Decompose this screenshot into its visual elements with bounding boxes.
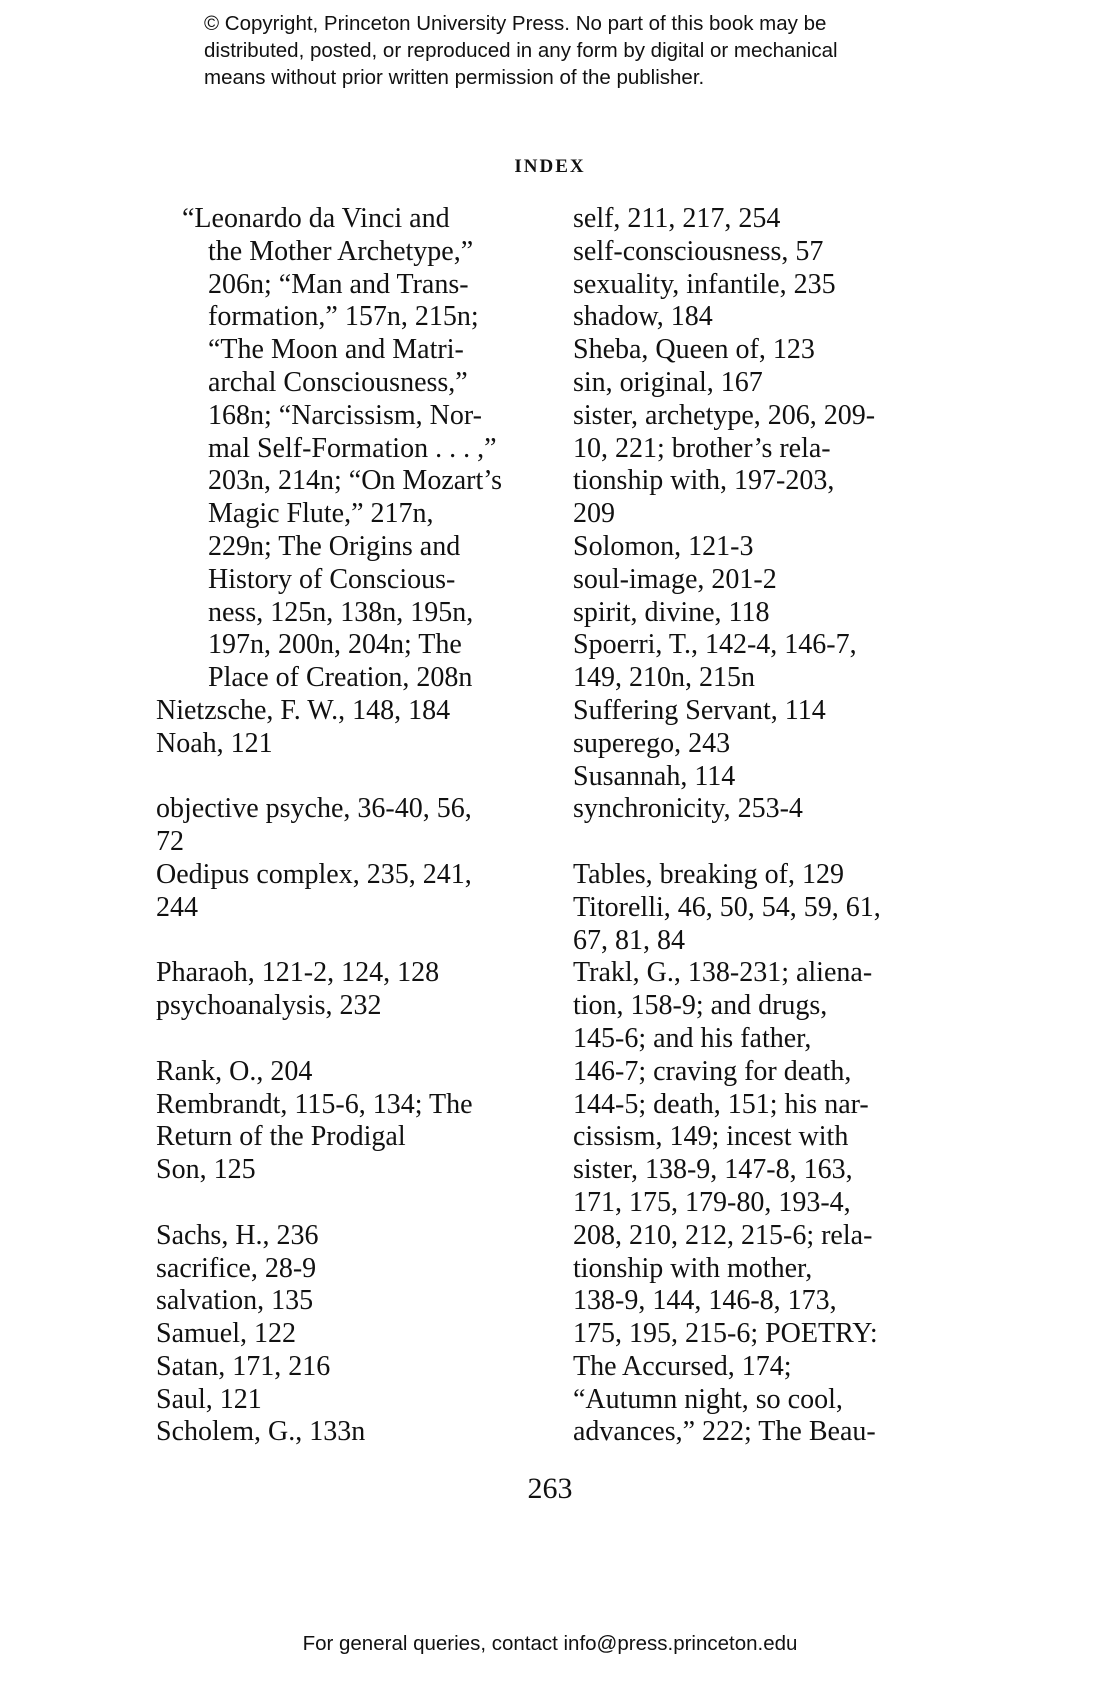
index-line: sacrifice, 28-9	[156, 1252, 317, 1284]
index-line: Nietzsche, F. W., 148, 184	[156, 694, 451, 726]
index-entry	[573, 793, 953, 826]
index-entry	[156, 1220, 562, 1253]
index-line: salvation, 135	[156, 1285, 314, 1317]
index-line: Son, 125	[156, 1154, 256, 1186]
index-right-column	[573, 203, 953, 1449]
index-entry	[156, 1056, 562, 1089]
index-line: superego, 243	[573, 727, 731, 759]
index-entry	[156, 1351, 562, 1384]
index-line: Trakl, G., 138-231; aliena-	[573, 957, 873, 989]
index-line: sister, archetype, 206, 209-	[573, 399, 876, 431]
index-entry	[156, 728, 562, 761]
copyright-line: distributed, posted, or reproduced in any form by digital or mechanical	[204, 39, 838, 62]
index-line: Saul, 121	[156, 1383, 262, 1415]
index-line: sin, original, 167	[573, 366, 763, 398]
index-entry	[156, 1253, 562, 1286]
index-left-column	[156, 203, 562, 1449]
copyright-line: © Copyright, Princeton University Press. No part of this book may be	[204, 12, 827, 35]
copyright-notice	[204, 10, 964, 91]
index-entry	[573, 957, 953, 1449]
index-entry	[573, 334, 953, 367]
index-entry	[156, 1318, 562, 1351]
index-line: Oedipus complex, 235, 241,	[156, 858, 472, 890]
index-line: synchronicity, 253-4	[573, 793, 803, 825]
index-entry	[573, 859, 953, 892]
index-line: Sheba, Queen of, 123	[573, 334, 815, 366]
index-line: 244	[156, 891, 198, 923]
index-entry	[182, 203, 562, 236]
index-line: 72	[156, 826, 184, 858]
index-entry	[156, 793, 562, 859]
index-line: formation,” 157n, 215n;	[208, 301, 479, 333]
index-line: History of Conscious-	[208, 563, 456, 595]
index-entry	[156, 957, 562, 990]
index-line: Solomon, 121-3	[573, 530, 754, 562]
index-line: tion, 158-9; and drugs,	[573, 990, 828, 1022]
index-line: psychoanalysis, 232	[156, 990, 382, 1022]
index-line: Return of the Prodigal	[156, 1121, 406, 1153]
index-line: sexuality, infantile, 235	[573, 268, 836, 300]
index-line: Sachs, H., 236	[156, 1219, 319, 1251]
index-line: 206n; “Man and Trans-	[208, 268, 469, 300]
index-line: Place of Creation, 208n	[208, 662, 473, 694]
index-line: Samuel, 122	[156, 1318, 296, 1350]
index-line: self, 211, 217, 254	[573, 203, 781, 234]
index-line: 175, 195, 215-6; POETRY:	[573, 1318, 878, 1350]
index-line: 203n, 214n; “On Mozart’s	[208, 465, 502, 497]
index-entry	[573, 564, 953, 597]
index-line: Titorelli, 46, 50, 54, 59, 61,	[573, 891, 881, 923]
index-entry	[156, 859, 562, 925]
index-line: Rembrandt, 115-6, 134; The	[156, 1088, 473, 1120]
index-line: Magic Flute,” 217n,	[208, 498, 434, 530]
index-line: 149, 210n, 215n	[573, 662, 755, 694]
index-line: Susannah, 114	[573, 760, 736, 792]
index-line: tionship with, 197-203,	[573, 465, 835, 497]
index-line: self-consciousness, 57	[573, 235, 824, 267]
index-line: Satan, 171, 216	[156, 1350, 331, 1382]
index-entry	[573, 269, 953, 302]
index-line: The Accursed, 174;	[573, 1350, 792, 1382]
index-line: tionship with mother,	[573, 1252, 813, 1284]
index-entry	[156, 1384, 562, 1417]
page-heading: INDEX	[514, 156, 586, 177]
index-entry	[573, 531, 953, 564]
index-line: 209	[573, 498, 615, 530]
page-number: 263	[527, 1472, 573, 1505]
index-line: 144-5; death, 151; his nar-	[573, 1088, 869, 1120]
index-line: Pharaoh, 121-2, 124, 128	[156, 957, 440, 989]
index-line: 146-7; craving for death,	[573, 1055, 852, 1087]
index-line: objective psyche, 36-40, 56,	[156, 793, 472, 825]
copyright-line: means without prior written permission of the publisher.	[204, 66, 705, 89]
index-entry	[573, 203, 953, 236]
index-line: shadow, 184	[573, 301, 713, 333]
index-line: 208, 210, 212, 215-6; rela-	[573, 1219, 873, 1251]
index-entry	[573, 629, 953, 695]
index-line: ness, 125n, 138n, 195n,	[208, 596, 474, 628]
index-entry	[573, 597, 953, 630]
index-line: 168n; “Narcissism, Nor-	[208, 399, 482, 431]
index-line: Tables, breaking of, 129	[573, 858, 844, 890]
index-entry	[573, 236, 953, 269]
index-line: 171, 175, 179-80, 193-4,	[573, 1186, 851, 1218]
index-line: sister, 138-9, 147-8, 163,	[573, 1154, 853, 1186]
index-entry	[573, 892, 953, 958]
index-entry	[573, 761, 953, 794]
index-entry	[156, 1416, 562, 1449]
index-entry	[573, 728, 953, 761]
index-line: 67, 81, 84	[573, 924, 685, 956]
index-line: Scholem, G., 133n	[156, 1416, 366, 1448]
index-entry	[573, 695, 953, 728]
index-line: 10, 221; brother’s rela-	[573, 432, 831, 464]
index-line: the Mother Archetype,”	[208, 235, 474, 267]
index-line: archal Consciousness,”	[208, 366, 468, 398]
index-line: advances,” 222; The Beau-	[573, 1416, 876, 1448]
index-entry	[156, 990, 562, 1023]
index-line: 197n, 200n, 204n; The	[208, 629, 462, 661]
index-line: “The Moon and Matri-	[208, 334, 464, 366]
index-line: spirit, divine, 118	[573, 596, 770, 628]
index-entry	[156, 1089, 562, 1187]
index-line: Spoerri, T., 142-4, 146-7,	[573, 629, 857, 661]
index-line: soul-image, 201-2	[573, 563, 777, 595]
index-line: 145-6; and his father,	[573, 1022, 812, 1054]
index-entry	[573, 367, 953, 400]
index-entry	[156, 1285, 562, 1318]
index-entry	[573, 400, 953, 531]
index-line: cissism, 149; incest with	[573, 1121, 849, 1153]
index-line: Rank, O., 204	[156, 1055, 313, 1087]
index-entry	[573, 301, 953, 334]
index-line: “Autumn night, so cool,	[573, 1383, 843, 1415]
index-line: 229n; The Origins and	[208, 530, 461, 562]
index-entry	[156, 695, 562, 728]
index-line: Noah, 121	[156, 727, 273, 759]
index-line: Suffering Servant, 114	[573, 694, 826, 726]
index-entry-continuation	[182, 236, 562, 695]
index-line: mal Self-Formation . . . ,”	[208, 432, 497, 464]
index-line: 138-9, 144, 146-8, 173,	[573, 1285, 837, 1317]
footer-contact: For general queries, contact info@press.princeton.edu	[302, 1632, 798, 1655]
index-line: “Leonardo da Vinci and	[182, 203, 450, 234]
